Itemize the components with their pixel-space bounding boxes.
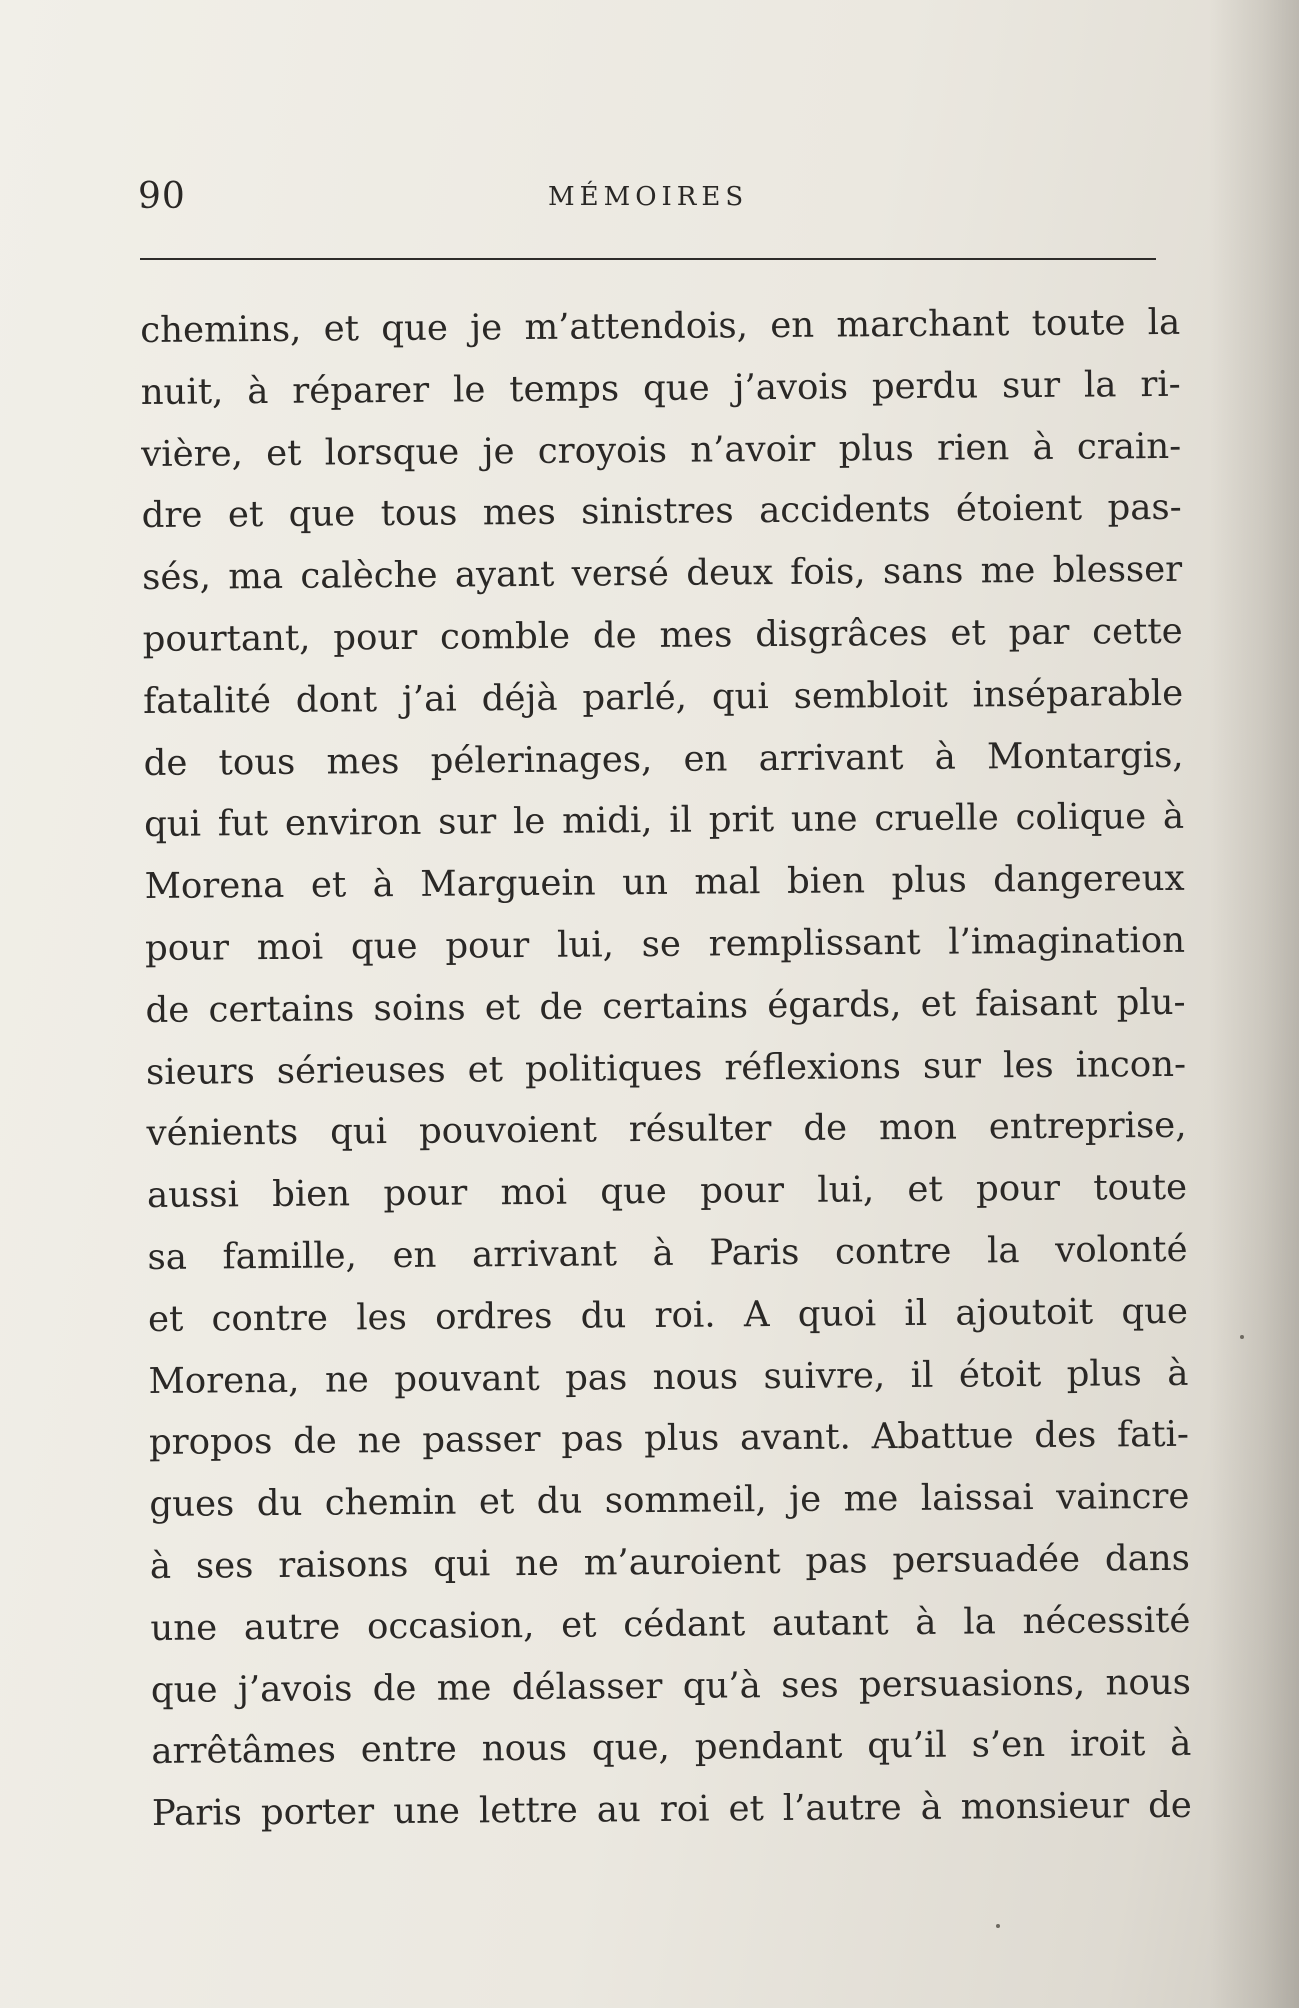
text-line: sieurs sérieuses et politiques réflexions sur les incon- — [145, 1043, 1187, 1093]
text-line: pourtant, pour comble de mes disgrâces et par cette — [142, 610, 1183, 660]
paper-speck — [996, 1924, 1000, 1928]
text-line: que j’avois de me délasser qu’à ses persuasions, nous — [150, 1661, 1192, 1711]
text-line: à ses raisons qui ne m’auroient pas persuadée dans — [149, 1537, 1191, 1587]
text-line: propos de ne passer pas plus avant. Abattue des fati- — [148, 1414, 1190, 1464]
text-line: une autre occasion, et cédant autant à la nécessité — [150, 1599, 1191, 1649]
text-line: Morena et à Marguein un mal bien plus dangereux — [144, 857, 1185, 908]
text-line: dre et que tous mes sinistres accidents étoient pas- — [141, 487, 1182, 537]
text-line: sés, ma calèche ayant versé deux fois, sans me blesser — [142, 549, 1183, 599]
text-line: vénients qui pouvoient résulter de mon entreprise, — [146, 1105, 1187, 1155]
text-line: de tous mes pélerinages, en arrivant à Montargis, — [143, 734, 1184, 784]
page-number: 90 — [138, 176, 186, 217]
page-header — [138, 176, 1158, 226]
text-line: de certains soins et de certains égards, et faisant plu- — [145, 981, 1186, 1031]
body-text — [140, 292, 1192, 1845]
text-line: sa famille, en arrivant à Paris contre la volonté — [147, 1228, 1188, 1278]
text-line: pour moi que pour lui, se remplissant l’imagination — [144, 919, 1186, 969]
text-line: arrêtâmes entre nous que, pendant qu’il s’en iroit à — [151, 1723, 1192, 1773]
text-line: et contre les ordres du roi. A quoi il ajoutoit que — [147, 1290, 1189, 1340]
text-line: vière, et lorsque je croyois n’avoir plus rien à crain- — [141, 425, 1182, 475]
text-line: qui fut environ sur le midi, il prit une cruelle colique à — [143, 796, 1185, 846]
text-line: nuit, à réparer le temps que j’avois perdu sur la ri- — [140, 363, 1181, 413]
text-line: fatalité dont j’ai déjà parlé, qui sembloit inséparable — [142, 672, 1184, 722]
text-line: gues du chemin et du sommeil, je me laissai vaincre — [149, 1475, 1190, 1526]
header-rule — [140, 258, 1156, 260]
running-title: MÉMOIRES — [548, 182, 749, 212]
text-line: aussi bien pour moi que pour lui, et pour toute — [146, 1166, 1188, 1217]
text-line: chemins, et que je m’attendois, en marchant toute la — [140, 301, 1181, 351]
text-line: Paris porter une lettre au roi et l’autre à monsieur de — [151, 1784, 1193, 1835]
page-gutter-shadow — [1209, 0, 1299, 2008]
text-line: Morena, ne pouvant pas nous suivre, il étoit plus à — [148, 1352, 1189, 1402]
paper-speck — [1240, 1335, 1244, 1339]
